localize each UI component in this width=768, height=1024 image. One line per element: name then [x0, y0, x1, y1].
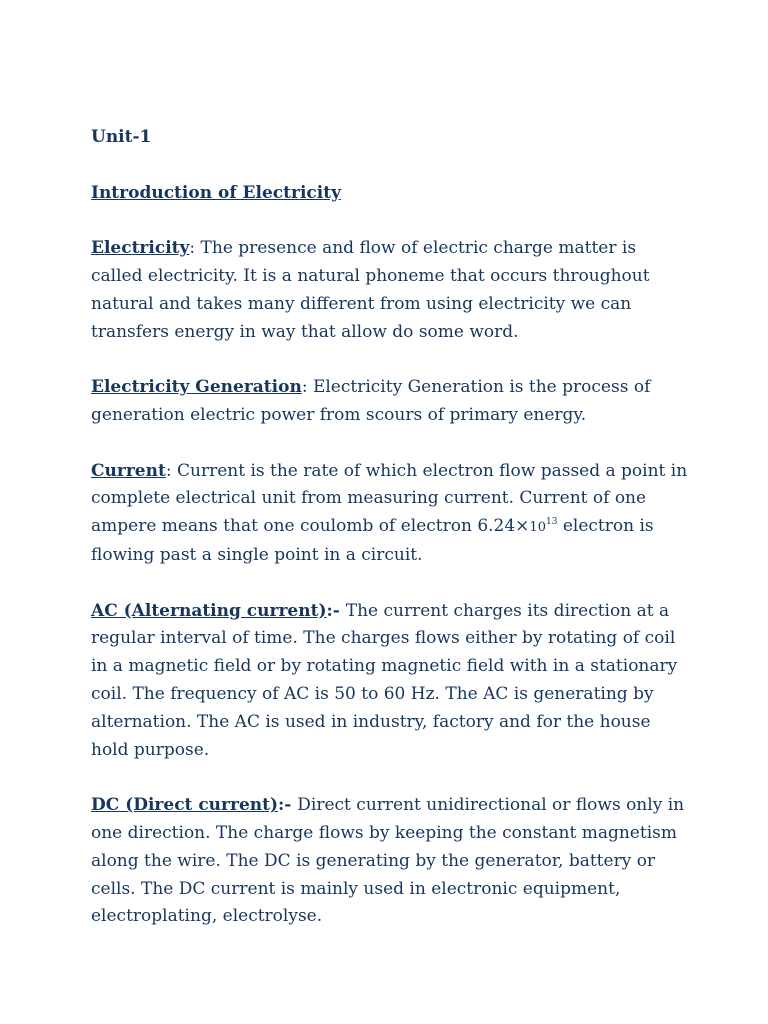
current-separator: : [165, 460, 177, 481]
ac-separator: :- [326, 600, 346, 621]
dc-separator: :- [278, 795, 298, 816]
document-page [91, 124, 691, 959]
electricity-term: Electricity [91, 238, 190, 259]
ac-paragraph [91, 598, 691, 765]
current-paragraph [91, 458, 691, 570]
dc-term: DC (Direct current) [91, 795, 279, 816]
ac-term: AC (Alternating current) [91, 600, 327, 621]
ac-text: The current charges its direction at a regular interval of time. The charges flows either by rotating of coil in a magnetic field or by rotating magnetic field with in a stationary coil. The frequency of AC is 50 to 60 Hz. The AC is generating by alternation. The AC is used in industry, factory and for the house hold purpose. [91, 600, 678, 760]
generation-text: Electricity Generation is the process of generation electric power from scours of primary energy. [91, 377, 651, 425]
generation-separator: : [301, 377, 313, 398]
unit-heading: Unit-1 [91, 127, 152, 147]
electricity-text: The presence and flow of electric charge matter is called electricity. It is a natural phoneme that occurs throughout natural and takes many different from using electricity we can transfers energy in way that allow do some word. [91, 238, 650, 342]
intro-title: Introduction of Electricity [91, 182, 341, 203]
electricity-separator: : [189, 238, 201, 259]
generation-term: Electricity Generation [91, 377, 302, 398]
current-exponent-base: 10 [529, 520, 546, 536]
electricity-paragraph [91, 235, 691, 346]
generation-paragraph [91, 374, 691, 430]
dc-paragraph [91, 792, 691, 931]
current-text-after: electron is flowing past a single point in a circuit. [91, 516, 654, 565]
current-exponent: 13 [545, 517, 558, 528]
dc-text: Direct current unidirectional or flows only in one direction. The charge flows by keeping the constant magnetism along the wire. The DC is generating by the generator, battery or cells. The DC current is mainly used in electronic equipment, electroplating, electrolyse. [91, 795, 685, 927]
current-text-before: Current is the rate of which electron flow passed a point in complete electrical unit from measuring current. Current of one ampere means that one coulomb of electron 6.24× [91, 460, 688, 537]
current-term: Current [91, 460, 166, 481]
